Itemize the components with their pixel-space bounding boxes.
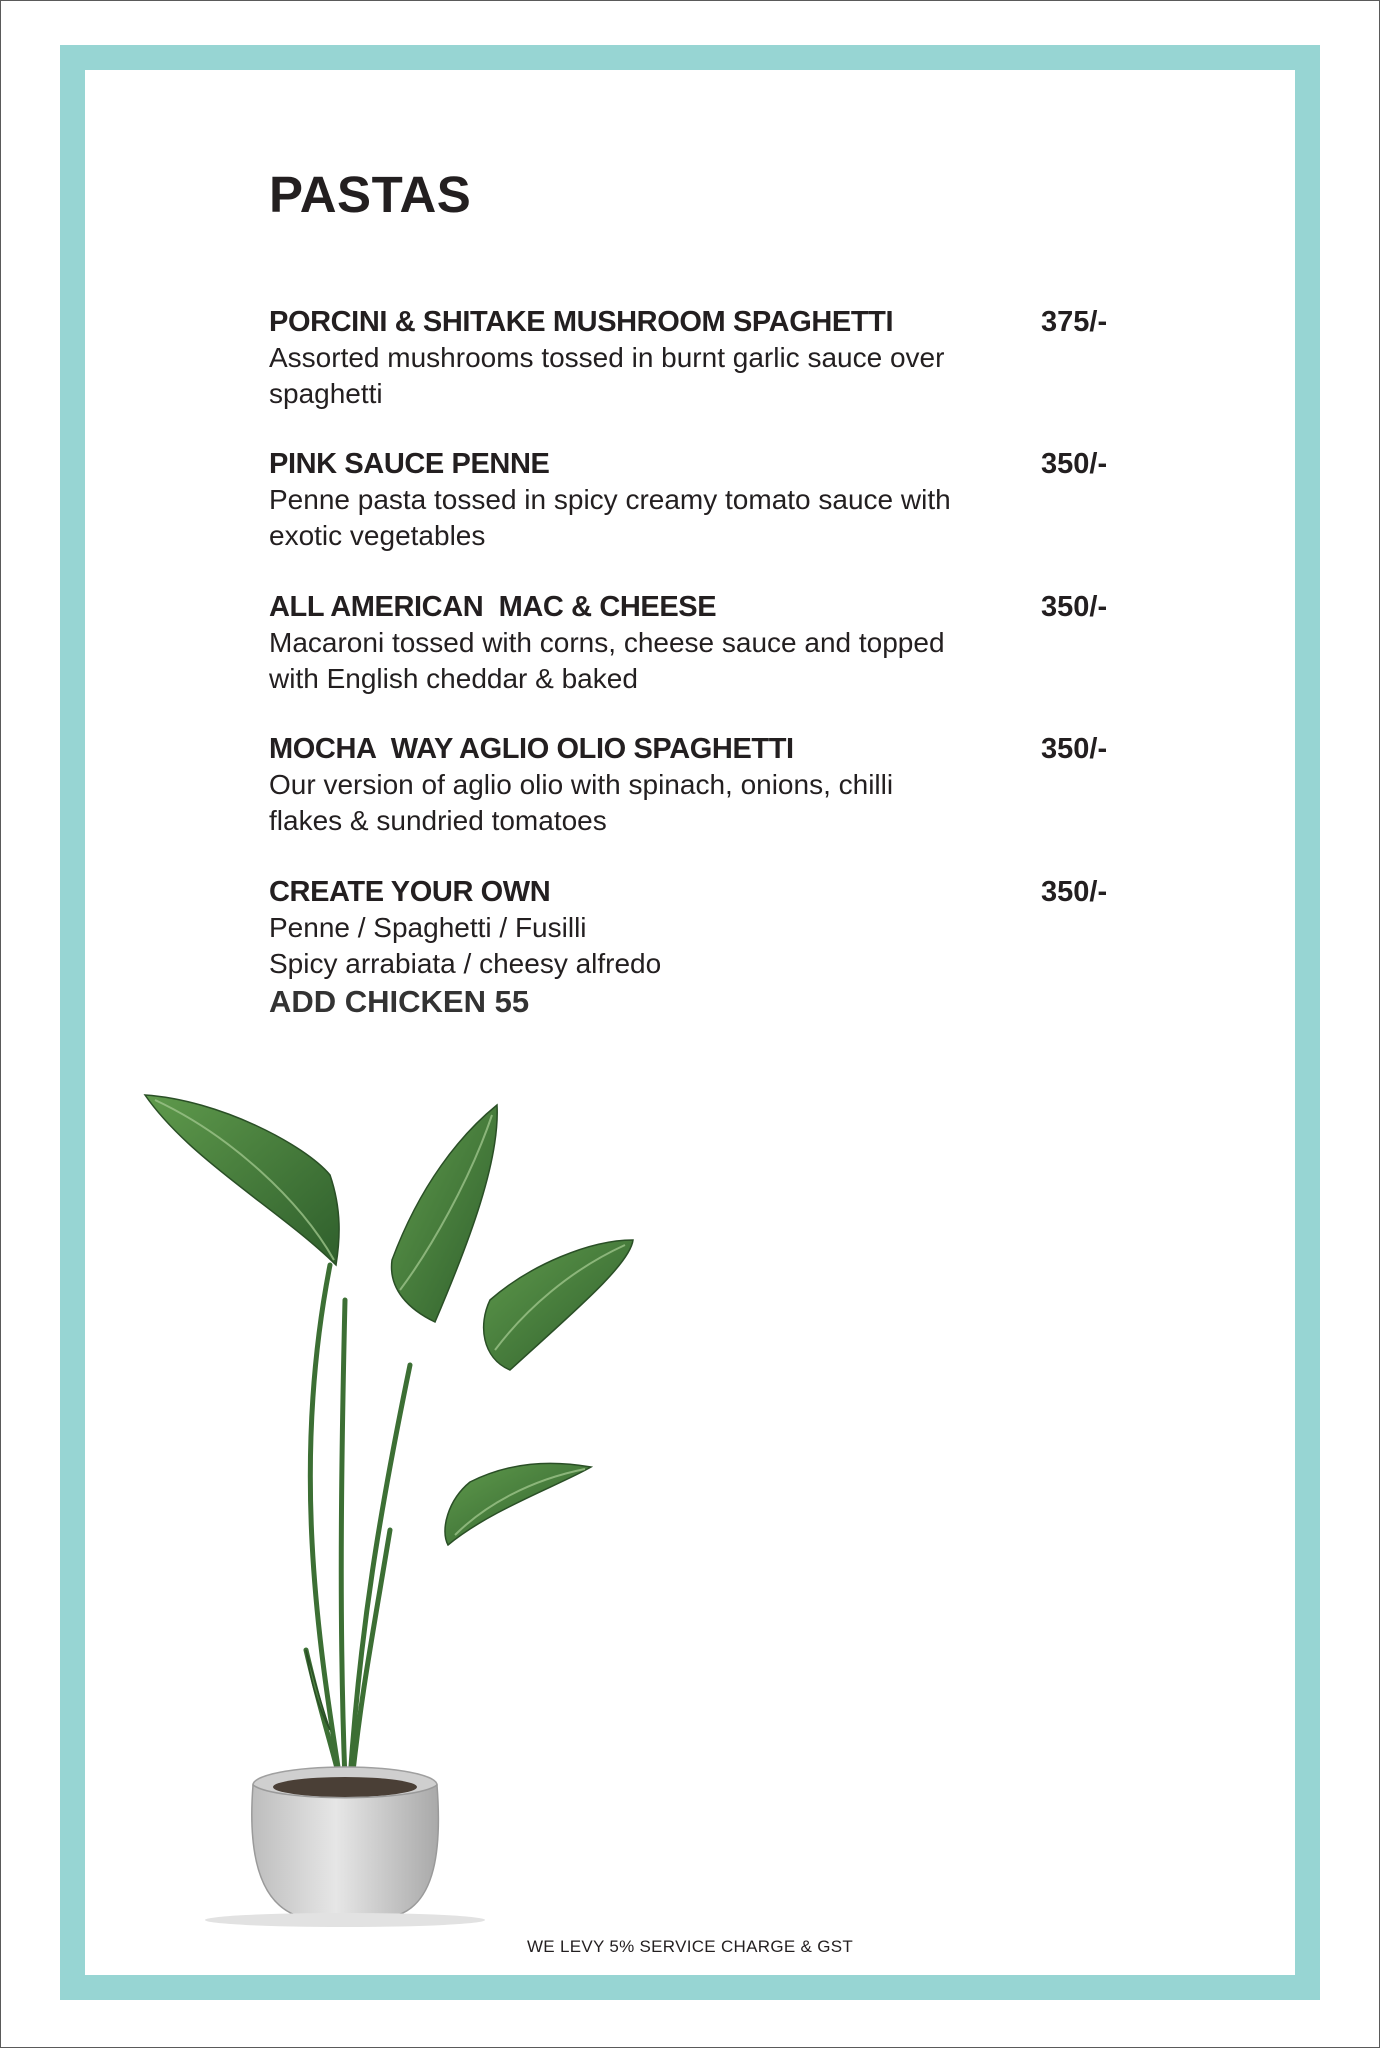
item-description-line: Penne / Spaghetti / Fusilli	[269, 912, 587, 943]
item-price: 350/-	[1041, 876, 1108, 908]
item-name: MOCHA WAY AGLIO OLIO SPAGHETTI	[269, 733, 794, 765]
item-description-line: with English cheddar & baked	[269, 663, 638, 694]
menu-item	[269, 874, 1114, 1022]
menu-item	[269, 589, 1114, 697]
item-description-line: Our version of aglio olio with spinach, onions, chilli	[269, 769, 894, 800]
item-description	[269, 625, 1004, 697]
item-price: 350/-	[1041, 591, 1108, 623]
item-name: PINK SAUCE PENNE	[269, 448, 550, 480]
item-name: ALL AMERICAN MAC & CHEESE	[269, 591, 717, 623]
plant-leaves	[145, 1095, 633, 1730]
item-description	[269, 767, 1004, 839]
potted-plant-illustration	[130, 1090, 650, 1930]
plant-pot	[205, 1767, 485, 1927]
item-description-line: exotic vegetables	[269, 520, 486, 551]
menu-item	[269, 446, 1114, 554]
item-price: 350/-	[1041, 448, 1108, 480]
item-price: 350/-	[1041, 733, 1108, 765]
item-description	[269, 340, 1004, 412]
item-price: 375/-	[1041, 306, 1108, 338]
item-description-line: spaghetti	[269, 378, 383, 409]
item-description	[269, 482, 1004, 554]
add-chicken-note: ADD CHICKEN 55	[269, 984, 530, 1019]
menu-item	[269, 731, 1114, 839]
section-title: PASTAS	[269, 166, 472, 223]
service-charge-note: WE LEVY 5% SERVICE CHARGE & GST	[526, 1937, 854, 1956]
item-description-line: Macaroni tossed with corns, cheese sauce and topped	[269, 627, 945, 658]
item-description-line: Assorted mushrooms tossed in burnt garlic sauce over	[269, 342, 945, 373]
item-description	[269, 910, 1004, 982]
item-name: PORCINI & SHITAKE MUSHROOM SPAGHETTI	[269, 306, 894, 338]
item-description-line: Spicy arrabiata / cheesy alfredo	[269, 948, 662, 979]
item-description-line: Penne pasta tossed in spicy creamy tomato sauce with	[269, 484, 951, 515]
menu-item	[269, 304, 1114, 412]
item-description-line: flakes & sundried tomatoes	[269, 805, 607, 836]
item-name: CREATE YOUR OWN	[269, 876, 551, 908]
